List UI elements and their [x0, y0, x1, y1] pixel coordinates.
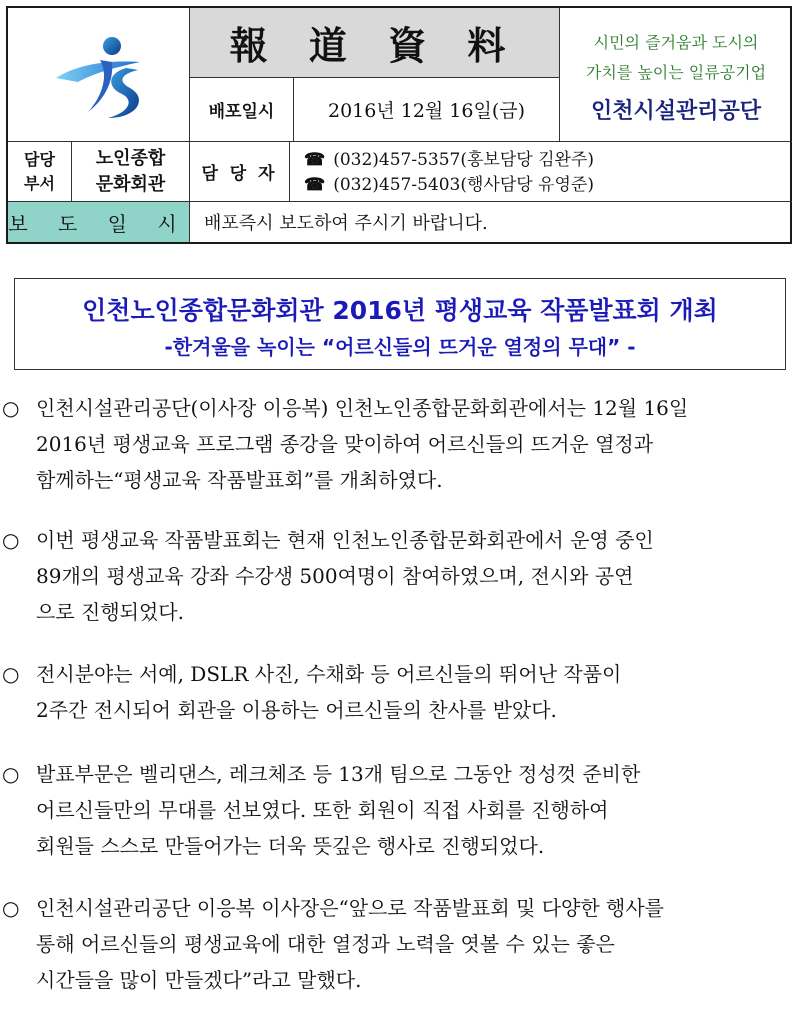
organization-name: 인천시설관리공단: [590, 99, 762, 124]
department-label: 담당 부서: [8, 142, 72, 202]
slogan-line-1: 시민의 즐거움과 도시의: [593, 33, 759, 52]
phone-icon: ☎: [304, 175, 326, 195]
headline-box: [14, 278, 786, 370]
paragraph-line: 이번 평생교육 작품발표회는 현재 인천노인종합문화회관에서 운영 중인: [36, 528, 654, 552]
embargo-label: 보 도 일 시: [8, 202, 190, 242]
paragraph-line: 함께하는“평생교육 작품발표회”를 개최하였다.: [36, 468, 443, 492]
paragraph-line: 회원들 스스로 만들어가는 더욱 뜻깊은 행사로 진행되었다.: [36, 834, 545, 858]
bullet-icon: ○: [2, 762, 20, 786]
contact-person-label: 담 당 자: [190, 142, 290, 202]
release-date-value: 2016년 12월 16일(금): [294, 78, 560, 142]
contact-person-value: [290, 142, 792, 202]
press-release-header: [6, 6, 792, 244]
logo-icon: [8, 8, 188, 140]
department-value: 노인종합 문화회관: [72, 142, 190, 202]
bullet-icon: ○: [2, 662, 20, 686]
press-release-title: 報 道 資 料: [190, 8, 560, 78]
bullet-icon: ○: [2, 528, 20, 552]
organization-info: [560, 8, 792, 142]
paragraph-line: 2016년 평생교육 프로그램 종강을 맞이하여 어르신들의 뜨거운 열정과: [36, 432, 654, 456]
contact-line-2: ☎ (032)457-5403(행사담당 유영준): [304, 175, 594, 195]
slogan-line-2: 가치를 높이는 일류공기업: [585, 63, 767, 82]
contact-line-1: ☎ (032)457-5357(홍보담당 김완주): [304, 150, 594, 170]
paragraph-line: 시간들을 많이 만들겠다”라고 말했다.: [36, 968, 362, 992]
embargo-value: 배포즉시 보도하여 주시기 바랍니다.: [204, 213, 488, 234]
bullet-icon: ○: [2, 396, 20, 420]
paragraph-line: 인천시설관리공단 이응복 이사장은“앞으로 작품발표회 및 다양한 행사를: [36, 896, 664, 920]
release-date-label: 배포일시: [190, 78, 294, 142]
headline-title: 인천노인종합문화회관 2016년 평생교육 작품발표회 개최: [82, 296, 718, 325]
paragraph-line: 전시분야는 서예, DSLR 사진, 수채화 등 어르신들의 뛰어난 작품이: [36, 662, 622, 686]
phone-icon: ☎: [304, 150, 326, 170]
bullet-icon: ○: [2, 896, 20, 920]
paragraph-line: 2주간 전시되어 회관을 이용하는 어르신들의 찬사를 받았다.: [36, 698, 557, 722]
paragraph-line: 89개의 평생교육 강좌 수강생 500여명이 참여하였으며, 전시와 공연: [36, 564, 634, 588]
paragraph-line: 발표부문은 벨리댄스, 레크체조 등 13개 팀으로 그동안 정성껏 준비한: [36, 762, 641, 786]
paragraph-line: 인천시설관리공단(이사장 이응복) 인천노인종합문화회관에서는 12월 16일: [36, 396, 689, 420]
logo: [8, 8, 190, 142]
paragraph-line: 으로 진행되었다.: [36, 600, 184, 624]
headline-subtitle: -한겨울을 녹이는 “어르신들의 뜨거운 열정의 무대” -: [164, 335, 636, 359]
paragraph-line: 어르신들만의 무대를 선보였다. 또한 회원이 직접 사회를 진행하여: [36, 798, 609, 822]
paragraph-line: 통해 어르신들의 평생교육에 대한 열정과 노력을 엿볼 수 있는 좋은: [36, 932, 615, 956]
